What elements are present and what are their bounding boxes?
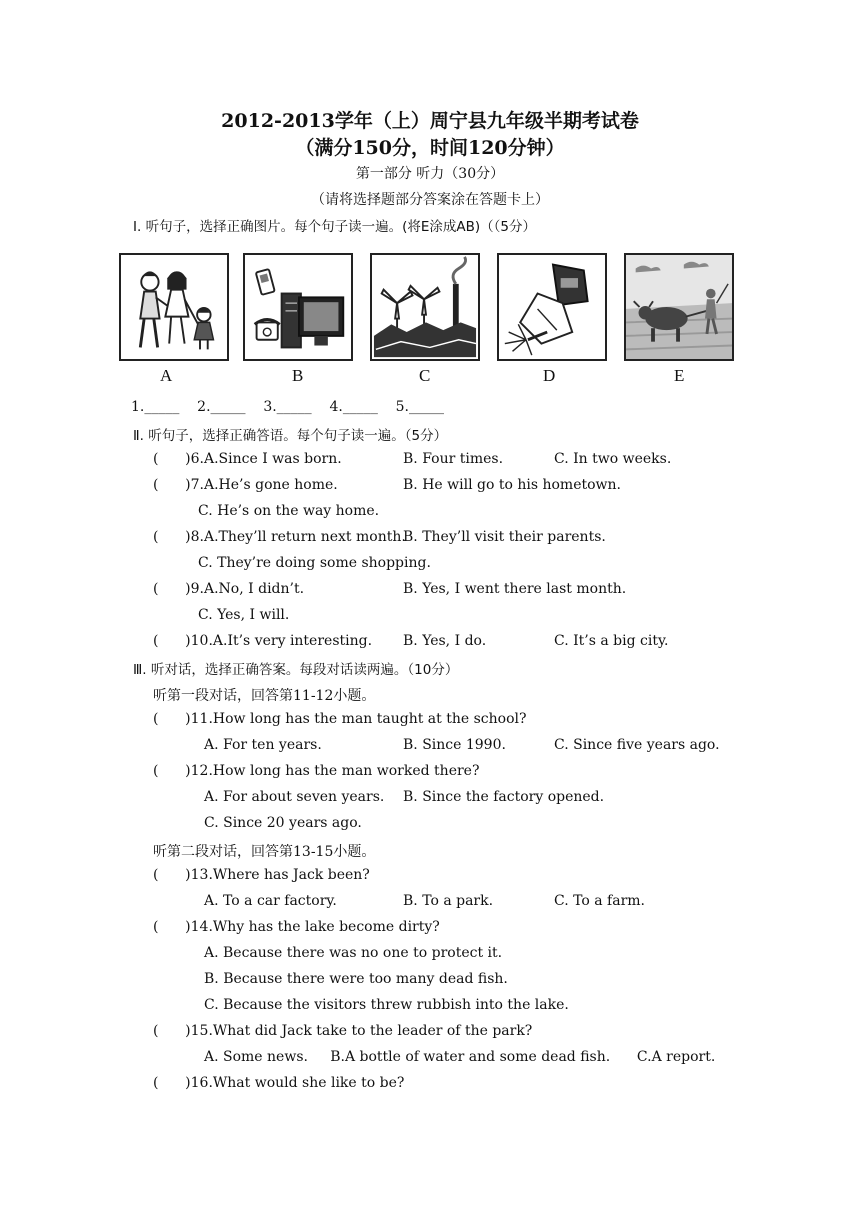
question-12-option-a: A. For about seven years.	[204, 789, 385, 805]
dialog2-instruction: 听第二段对话，回答第13-15小题。	[153, 844, 376, 860]
part-heading: 第一部分 听力（30分）	[355, 166, 505, 182]
question-7: ( )7.A.He’s gone home.	[153, 477, 338, 493]
question-8-option-c: C. They’re doing some shopping.	[198, 555, 431, 571]
section1-heading: Ⅰ. 听句子，选择正确图片。每个句子读一遍。(将E涂成AB)（（5分）	[133, 219, 536, 235]
section3-heading: Ⅲ. 听对话，选择正确答案。每段对话读两遍。（10分）	[133, 662, 459, 678]
question-12-option-c: C. Since 20 years ago.	[204, 815, 362, 831]
picture-letter-e: E	[674, 366, 685, 385]
question-11-option-b: B. Since 1990.	[403, 737, 506, 753]
picture-d	[497, 253, 607, 361]
picture-b	[243, 253, 353, 361]
factory-windmill-icon	[372, 255, 478, 359]
picture-e	[624, 253, 734, 361]
picture-letter-b: B	[292, 366, 304, 385]
question-11-option-a: A. For ten years.	[204, 737, 322, 753]
question-15-options: A. Some news. B.A bottle of water and some dead fish. C.A report.	[204, 1049, 716, 1065]
answer-note: （请将选择题部分答案涂在答题卡上）	[311, 192, 549, 208]
question-14-option-a: A. Because there was no one to protect it.	[204, 945, 503, 961]
exam-subtitle: （满分150分，时间120分钟）	[295, 137, 565, 159]
dialog1-instruction: 听第一段对话，回答第11-12小题。	[153, 688, 376, 704]
question-8: ( )8.A.They’ll return next month.	[153, 529, 406, 545]
question-16: ( )16.What would she like to be?	[153, 1075, 405, 1091]
picture-letter-c: C	[419, 366, 431, 385]
family-icon	[121, 255, 227, 359]
question-14: ( )14.Why has the lake become dirty?	[153, 919, 440, 935]
question-13-option-a: A. To a car factory.	[204, 893, 337, 909]
computer-phone-icon	[245, 255, 351, 359]
question-11-option-c: C. Since five years ago.	[554, 737, 720, 753]
question-11: ( )11.How long has the man taught at the school?	[153, 711, 527, 727]
question-14-option-c: C. Because the visitors threw rubbish into the lake.	[204, 997, 569, 1013]
welder-icon	[499, 255, 605, 359]
question-6: ( )6.A.Since I was born.	[153, 451, 342, 467]
question-6-option-c: C. In two weeks.	[554, 451, 672, 467]
question-8-option-b: B. They’ll visit their parents.	[403, 529, 606, 545]
question-6-option-b: B. Four times.	[403, 451, 504, 467]
question-14-option-b: B. Because there were too many dead fish.	[204, 971, 508, 987]
question-10-option-c: C. It’s a big city.	[554, 633, 669, 649]
question-9-option-b: B. Yes, I went there last month.	[403, 581, 627, 597]
question-7-option-b: B. He will go to his hometown.	[403, 477, 621, 493]
exam-title: 2012-2013学年（上）周宁县九年级半期考试卷	[221, 110, 639, 132]
answer-blanks: 1._____ 2._____ 3._____ 4._____ 5._____	[131, 399, 444, 415]
picture-letter-a: A	[160, 366, 173, 385]
picture-c	[370, 253, 480, 361]
farmer-ox-icon	[626, 255, 732, 359]
picture-a	[119, 253, 229, 361]
question-13: ( )13.Where has Jack been?	[153, 867, 370, 883]
question-15: ( )15.What did Jack take to the leader of the park?	[153, 1023, 533, 1039]
section2-heading: Ⅱ. 听句子，选择正确答语。每个句子读一遍。（5分）	[133, 428, 448, 444]
question-10: ( )10.A.It’s very interesting.	[153, 633, 373, 649]
picture-letter-d: D	[543, 366, 556, 385]
question-12-option-b: B. Since the factory opened.	[403, 789, 605, 805]
question-10-option-b: B. Yes, I do.	[403, 633, 487, 649]
question-13-option-c: C. To a farm.	[554, 893, 645, 909]
question-9-option-c: C. Yes, I will.	[198, 607, 290, 623]
question-13-option-b: B. To a park.	[403, 893, 494, 909]
question-7-option-c: C. He’s on the way home.	[198, 503, 380, 519]
question-9: ( )9.A.No, I didn’t.	[153, 581, 305, 597]
question-12: ( )12.How long has the man worked there?	[153, 763, 480, 779]
